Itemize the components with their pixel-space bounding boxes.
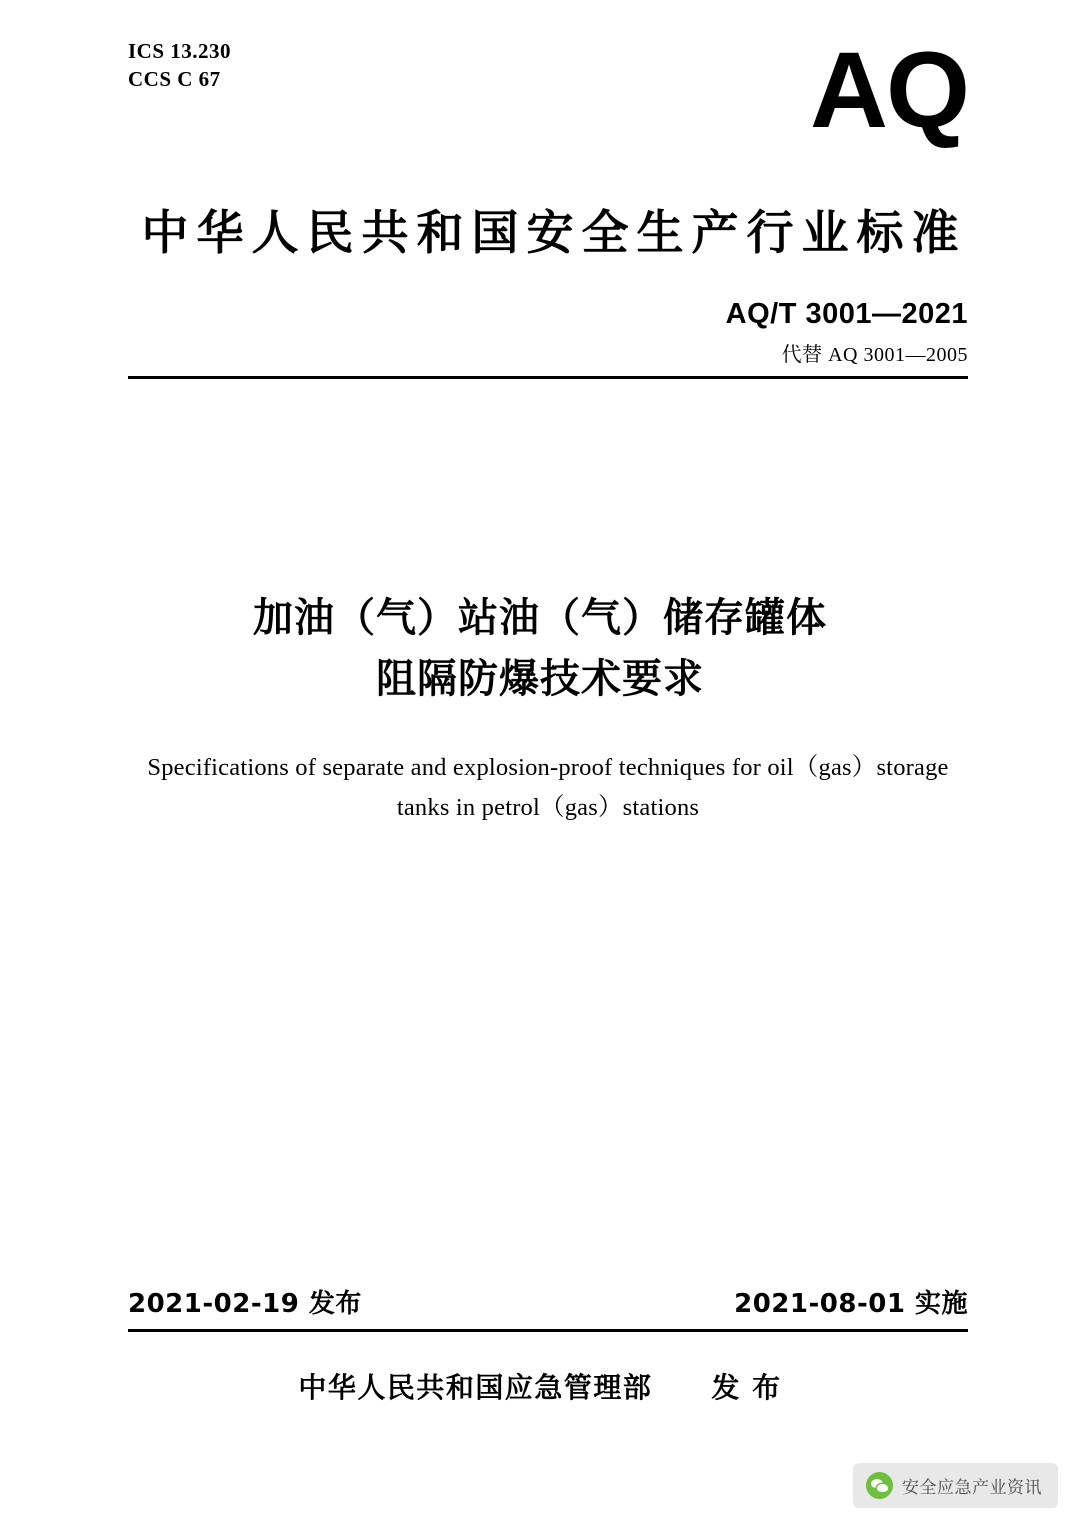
ics-classification-block [128,38,231,93]
standard-series-title: 中华人民共和国安全生产行业标准 [141,206,967,261]
wechat-icon [866,1472,893,1499]
document-title-cn-line-2: 阻隔防爆技术要求 [376,655,704,702]
header-divider [128,376,968,379]
standard-number: AQ/T 3001—2021 [725,298,968,330]
document-title-en [140,748,956,827]
ccs-code: CCS C 67 [128,66,221,91]
document-title-en-line-2: tanks in petrol（gas）stations [396,793,700,821]
ics-code: ICS 13.230 [128,39,232,63]
standard-replaces: 代替 AQ 3001—2005 [781,344,968,366]
aq-logo: AQ [810,29,968,150]
document-title-cn [0,588,1080,710]
issue-date: 2021-02-19 发布 [128,1289,362,1319]
footer-divider [128,1329,968,1332]
date-row [128,1283,968,1317]
wechat-watermark-badge [853,1463,1058,1508]
publisher-line: 中华人民共和国应急管理部 发 布 [298,1371,782,1404]
wechat-account-name: 安全应急产业资讯 [902,1478,1042,1498]
document-title-en-line-1: Specifications of separate and explosion-proof techniques for oil（gas）storage [147,754,949,781]
effective-date: 2021-08-01 实施 [734,1289,968,1319]
document-title-cn-line-1: 加油（气）站油（气）储存罐体 [253,595,827,641]
